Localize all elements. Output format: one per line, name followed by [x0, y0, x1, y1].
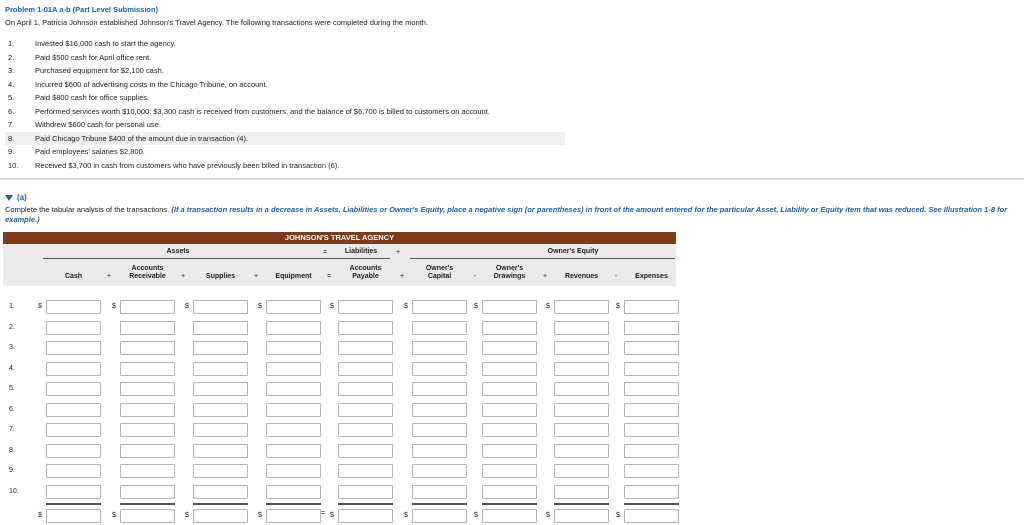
amount-input[interactable]: [554, 423, 609, 437]
amount-input[interactable]: [412, 485, 467, 499]
row-label: 7.: [9, 426, 15, 433]
column-header-line2: Drawings: [493, 273, 526, 280]
operator-sign: -: [473, 273, 477, 280]
amount-input[interactable]: [266, 464, 321, 478]
column-header-line2: Expenses: [635, 273, 668, 280]
amount-input[interactable]: [193, 382, 248, 396]
row-label: 10.: [9, 487, 19, 495]
transaction-text: Performed services worth $10,000: $3,300 cash is received from customers, and the balance of $6,700 is billed to customers on account.: [35, 106, 490, 116]
amount-input[interactable]: [193, 362, 248, 376]
amount-input[interactable]: [266, 423, 321, 437]
column-header-line1: Accounts: [349, 265, 382, 272]
total-input[interactable]: [482, 509, 537, 523]
table-header: [3, 244, 676, 286]
total-input[interactable]: [120, 509, 175, 523]
sum-line: [266, 503, 321, 505]
amount-input[interactable]: [482, 382, 537, 396]
amount-input[interactable]: [193, 444, 248, 458]
section-divider: [0, 178, 1024, 180]
dollar-sign: $: [404, 303, 408, 310]
amount-input[interactable]: [120, 321, 175, 335]
amount-input[interactable]: [624, 403, 679, 417]
dollar-sign: $: [330, 512, 334, 519]
operator-sign: -: [614, 273, 618, 280]
column-header-line2: Payable: [352, 273, 379, 280]
amount-input[interactable]: [193, 300, 248, 314]
amount-input[interactable]: [266, 382, 321, 396]
amount-input[interactable]: [554, 341, 609, 355]
part-a-label: (a): [17, 193, 27, 202]
total-input[interactable]: [624, 509, 679, 523]
operator-sign: +: [399, 273, 405, 280]
amount-input[interactable]: [46, 300, 101, 314]
transaction-number: 2.: [8, 52, 15, 62]
amount-input[interactable]: [46, 403, 101, 417]
amount-input[interactable]: [412, 403, 467, 417]
transaction-text: Paid $800 cash for office supplies.: [35, 93, 150, 103]
problem-intro: On April 1, Patricia Johnson established Johnson's Travel Agency. The following transactions were completed during the month.: [5, 18, 429, 27]
transaction-row: [5, 132, 565, 146]
amount-input[interactable]: [554, 362, 609, 376]
sum-line: [193, 503, 248, 505]
column-header-line1: Accounts: [131, 265, 164, 272]
instructions-text: Complete the tabular analysis of the transactions.: [5, 205, 170, 214]
dollar-sign: $: [546, 512, 550, 519]
amount-input[interactable]: [46, 321, 101, 335]
amount-input[interactable]: [338, 485, 393, 499]
sum-line: [120, 503, 175, 505]
amount-input[interactable]: [46, 464, 101, 478]
operator-sign: =: [326, 273, 332, 280]
transaction-number: 3.: [8, 66, 15, 76]
amount-input[interactable]: [46, 341, 101, 355]
amount-input[interactable]: [624, 341, 679, 355]
amount-input[interactable]: [338, 423, 393, 437]
dollar-sign: $: [404, 512, 408, 519]
amount-input[interactable]: [120, 382, 175, 396]
dollar-sign: $: [474, 303, 478, 310]
amount-input[interactable]: [624, 423, 679, 437]
amount-input[interactable]: [554, 321, 609, 335]
amount-input[interactable]: [482, 403, 537, 417]
amount-input[interactable]: [482, 341, 537, 355]
row-label: 9.: [9, 467, 15, 474]
amount-input[interactable]: [266, 321, 321, 335]
transaction-number: 4.: [8, 79, 15, 89]
amount-input[interactable]: [193, 403, 248, 417]
amount-input[interactable]: [482, 300, 537, 314]
liabilities-group-label: Liabilities: [344, 248, 378, 255]
transaction-number: 10.: [8, 160, 19, 170]
sum-line: [624, 503, 679, 505]
collapse-triangle-icon: [5, 195, 13, 201]
amount-input[interactable]: [120, 403, 175, 417]
dollar-sign: $: [112, 303, 116, 310]
amount-input[interactable]: [338, 444, 393, 458]
instructions-emphasis: (If a transaction results in a decrease in Assets, Liabilities or Owner's Equity, place a negative sign (or parentheses) in front of the amount entered for the particular Asset, Liability or Equity item that was reduced. See Illustration 1-8 for example.): [5, 205, 1008, 224]
amount-input[interactable]: [412, 464, 467, 478]
dollar-sign: $: [185, 512, 189, 519]
column-header-line2: Cash: [64, 273, 83, 280]
amount-input[interactable]: [412, 382, 467, 396]
transaction-row: [5, 64, 565, 78]
dollar-sign: $: [38, 512, 42, 519]
tabular-analysis-table: [3, 232, 676, 525]
amount-input[interactable]: [554, 464, 609, 478]
total-input[interactable]: [412, 509, 467, 523]
operator-sign: +: [106, 273, 112, 280]
transaction-number: 9.: [8, 147, 15, 157]
amount-input[interactable]: [554, 403, 609, 417]
amount-input[interactable]: [338, 362, 393, 376]
sum-line: [338, 503, 393, 505]
transaction-text: Paid employees' salaries $2,800.: [35, 147, 145, 157]
amount-input[interactable]: [624, 321, 679, 335]
amount-input[interactable]: [120, 300, 175, 314]
transaction-text: Invested $16,000 cash to start the agency.: [35, 39, 176, 49]
transaction-row: [5, 145, 565, 159]
amount-input[interactable]: [120, 464, 175, 478]
amount-input[interactable]: [412, 300, 467, 314]
amount-input[interactable]: [193, 321, 248, 335]
amount-input[interactable]: [338, 321, 393, 335]
row-label: 5.: [9, 385, 15, 392]
transaction-list: [5, 37, 565, 172]
amount-input[interactable]: [120, 341, 175, 355]
transaction-text: Paid Chicago Tribune $400 of the amount due in transaction (4).: [35, 133, 249, 143]
plus-sign: +: [395, 249, 401, 256]
dollar-sign: $: [185, 303, 189, 310]
amount-input[interactable]: [120, 444, 175, 458]
sum-line: [46, 503, 101, 505]
column-header-line1: Owner's: [495, 265, 524, 272]
row-label: 4.: [9, 364, 15, 372]
amount-input[interactable]: [193, 485, 248, 499]
dollar-sign: $: [330, 303, 334, 310]
amount-input[interactable]: [412, 444, 467, 458]
amount-input[interactable]: [554, 382, 609, 396]
sum-line: [412, 503, 467, 505]
dollar-sign: $: [38, 303, 42, 310]
amount-input[interactable]: [120, 423, 175, 437]
part-a-instructions: [5, 205, 1020, 224]
total-input[interactable]: [46, 509, 101, 523]
operator-sign: +: [253, 273, 259, 280]
amount-input[interactable]: [338, 464, 393, 478]
amount-input[interactable]: [193, 464, 248, 478]
transaction-text: Paid $500 cash for April office rent.: [35, 52, 152, 62]
amount-input[interactable]: [120, 362, 175, 376]
amount-input[interactable]: [46, 485, 101, 499]
amount-input[interactable]: [266, 300, 321, 314]
header-underline: [335, 258, 390, 259]
row-label: 8.: [9, 446, 15, 454]
amount-input[interactable]: [266, 444, 321, 458]
dollar-sign: $: [546, 303, 550, 310]
amount-input[interactable]: [624, 300, 679, 314]
amount-input[interactable]: [46, 382, 101, 396]
amount-input[interactable]: [412, 321, 467, 335]
transaction-row: [5, 37, 565, 51]
amount-input[interactable]: [46, 362, 101, 376]
total-input[interactable]: [554, 509, 609, 523]
dollar-sign: $: [112, 512, 116, 519]
amount-input[interactable]: [193, 423, 248, 437]
column-header-line2: Revenues: [564, 273, 599, 280]
amount-input[interactable]: [338, 341, 393, 355]
transaction-number: 5.: [8, 93, 15, 103]
amount-input[interactable]: [624, 464, 679, 478]
column-header-line2: Supplies: [205, 273, 236, 280]
amount-input[interactable]: [624, 444, 679, 458]
amount-input[interactable]: [554, 485, 609, 499]
amount-input[interactable]: [554, 444, 609, 458]
operator-sign: +: [180, 273, 186, 280]
amount-input[interactable]: [482, 464, 537, 478]
dollar-sign: $: [616, 303, 620, 310]
amount-input[interactable]: [482, 321, 537, 335]
assets-group-label: Assets: [166, 248, 190, 255]
column-header-line2: Equipment: [275, 273, 312, 280]
amount-input[interactable]: [554, 300, 609, 314]
table-title: JOHNSON'S TRAVEL AGENCY: [3, 232, 676, 244]
amount-input[interactable]: [338, 300, 393, 314]
column-header-line2: Capital: [427, 273, 452, 280]
row-label: 2.: [9, 323, 15, 331]
amount-input[interactable]: [266, 403, 321, 417]
amount-input[interactable]: [266, 341, 321, 355]
amount-input[interactable]: [624, 485, 679, 499]
row-label: 6.: [9, 405, 15, 413]
equals-sign: =: [322, 249, 328, 256]
amount-input[interactable]: [266, 362, 321, 376]
column-header-line1: Owner's: [425, 265, 454, 272]
dollar-sign: $: [258, 512, 262, 519]
transaction-row: [5, 51, 565, 65]
total-input[interactable]: [193, 509, 248, 523]
amount-input[interactable]: [412, 362, 467, 376]
amount-input[interactable]: [46, 444, 101, 458]
amount-input[interactable]: [482, 362, 537, 376]
total-input[interactable]: [266, 509, 321, 523]
operator-sign: +: [542, 273, 548, 280]
amount-input[interactable]: [482, 444, 537, 458]
transaction-number: 6.: [8, 106, 15, 116]
transaction-row: [5, 159, 565, 173]
amount-input[interactable]: [412, 423, 467, 437]
amount-input[interactable]: [120, 485, 175, 499]
amount-input[interactable]: [193, 341, 248, 355]
total-input[interactable]: [338, 509, 393, 523]
transaction-text: Withdrew $600 cash for personal use.: [35, 120, 161, 130]
row-label: 1.: [9, 303, 15, 310]
amount-input[interactable]: [338, 382, 393, 396]
amount-input[interactable]: [266, 485, 321, 499]
problem-title: Problem 1-01A a-b (Part Level Submission): [5, 5, 159, 14]
equity-group-label: Owner's Equity: [547, 248, 599, 255]
table-grid: [3, 286, 676, 525]
dollar-sign: $: [474, 512, 478, 519]
transaction-row: [5, 91, 565, 105]
sum-line: [554, 503, 609, 505]
column-header-line2: Receivable: [129, 273, 166, 280]
amount-input[interactable]: [624, 382, 679, 396]
part-a-toggle[interactable]: [5, 193, 27, 202]
totals-equals-sign: =: [321, 510, 326, 517]
transaction-number: 7.: [8, 120, 15, 130]
amount-input[interactable]: [624, 362, 679, 376]
amount-input[interactable]: [338, 403, 393, 417]
transaction-row: [5, 118, 565, 132]
amount-input[interactable]: [46, 423, 101, 437]
sum-line: [482, 503, 537, 505]
transaction-row: [5, 78, 565, 92]
dollar-sign: $: [616, 512, 620, 519]
transaction-text: Incurred $600 of advertising costs in the Chicago Tribune, on account.: [35, 79, 268, 89]
header-underline: [43, 258, 343, 259]
amount-input[interactable]: [482, 485, 537, 499]
transaction-number: 1.: [8, 39, 15, 49]
transaction-number: 8.: [8, 133, 15, 143]
row-label: 3.: [9, 344, 15, 351]
amount-input[interactable]: [482, 423, 537, 437]
transaction-text: Received $3,700 in cash from customers who have previously been billed in transaction (6).: [35, 160, 340, 170]
dollar-sign: $: [258, 303, 262, 310]
transaction-text: Purchased equipment for $2,100 cash.: [35, 66, 164, 76]
amount-input[interactable]: [412, 341, 467, 355]
header-underline: [410, 258, 675, 259]
transaction-row: [5, 105, 565, 119]
